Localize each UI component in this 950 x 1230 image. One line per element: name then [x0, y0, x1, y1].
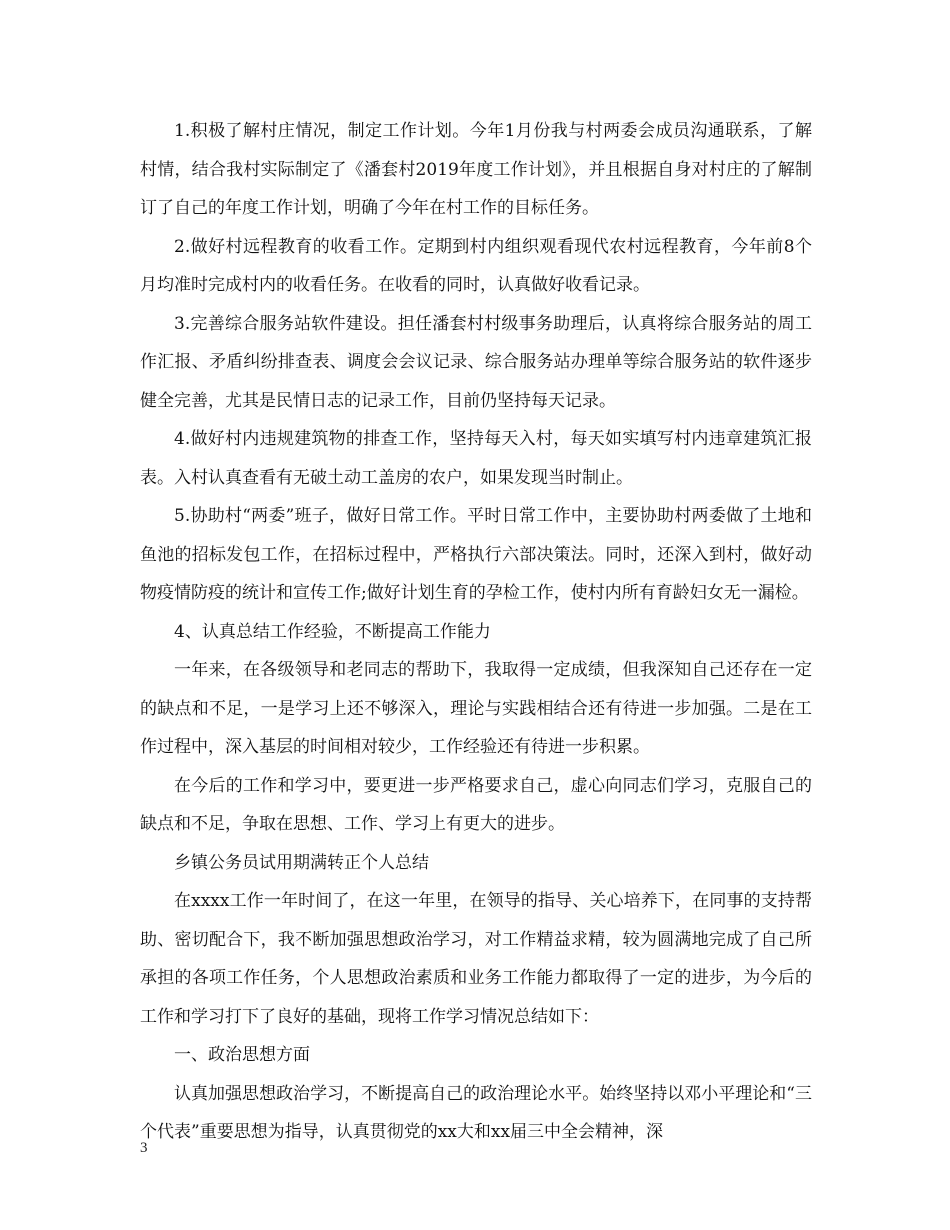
section-heading-work-experience: 4、认真总结工作经验，不断提高工作能力: [174, 621, 491, 642]
page-number: 3: [140, 1140, 148, 1156]
paragraph-1: 1.积极了解村庄情况，制定工作计划。今年1月份我与村两委会成员沟通联系，了解村情，结合我村实际制定了《潘套村2019年度工作计划》，并且根据自身对村庄的了解制订了自己的年度工作计划，明确了今年在村工作的目标任务。: [140, 121, 812, 218]
paragraph-12: 认真加强思想政治学习，不断提高自己的政治理论水平。始终坚持以邓小平理论和“三个代表”重要思想为指导，认真贯彻党的xx大和xx届三中全会精神，深: [140, 1083, 812, 1142]
section-heading-political: 一、政治思想方面: [174, 1045, 310, 1065]
paragraph-10: 在xxxx工作一年时间了，在这一年里，在领导的指导、关心培养下，在同事的支持帮助、密切配合下，我不断加强思想政治学习，对工作精益求精，较为圆满地完成了自己所承担的各项工作任务，个人思想政治素质和业务工作能力都取得了一定的进步，为今后的工作和学习打下了良好的基础，现将工作学习情况总结如下：: [140, 891, 812, 1027]
paragraph-8: 在今后的工作和学习中，要更进一步严格要求自己，虚心向同志们学习，克服自己的缺点和不足，争取在思想、工作、学习上有更大的进步。: [140, 775, 812, 834]
paragraph-5: 5.协助村“两委”班子，做好日常工作。平时日常工作中，主要协助村两委做了土地和鱼池的招标发包工作，在招标过程中，严格执行六部决策法。同时，还深入到村，做好动物疫情防疫的统计和宣传工作;做好计划生育的孕检工作，使村内所有育龄妇女无一漏检。: [140, 506, 812, 603]
paragraph-7: 一年来，在各级领导和老同志的帮助下，我取得一定成绩，但我深知自己还存在一定的缺点和不足，一是学习上还不够深入，理论与实践相结合还有待进一步加强。二是在工作过程中，深入基层的时间相对较少，工作经验还有待进一步积累。: [140, 660, 812, 757]
article-title: 乡镇公务员试用期满转正个人总结: [174, 852, 429, 873]
paragraph-4: 4.做好村内违规建筑物的排查工作，坚持每天入村，每天如实填写村内违章建筑汇报表。入村认真查看有无破土动工盖房的农户，如果发现当时制止。: [140, 429, 812, 488]
document-body: [140, 112, 812, 1152]
paragraph-3: 3.完善综合服务站软件建设。担任潘套村村级事务助理后，认真将综合服务站的周工作汇报、矛盾纠纷排查表、调度会会议记录、综合服务站办理单等综合服务站的软件逐步健全完善，尤其是民情日志的记录工作，目前仍坚持每天记录。: [140, 313, 812, 411]
paragraph-2: 2.做好村远程教育的收看工作。定期到村内组织观看现代农村远程教育，今年前8个月均准时完成村内的收看任务。在收看的同时，认真做好收看记录。: [140, 236, 812, 295]
